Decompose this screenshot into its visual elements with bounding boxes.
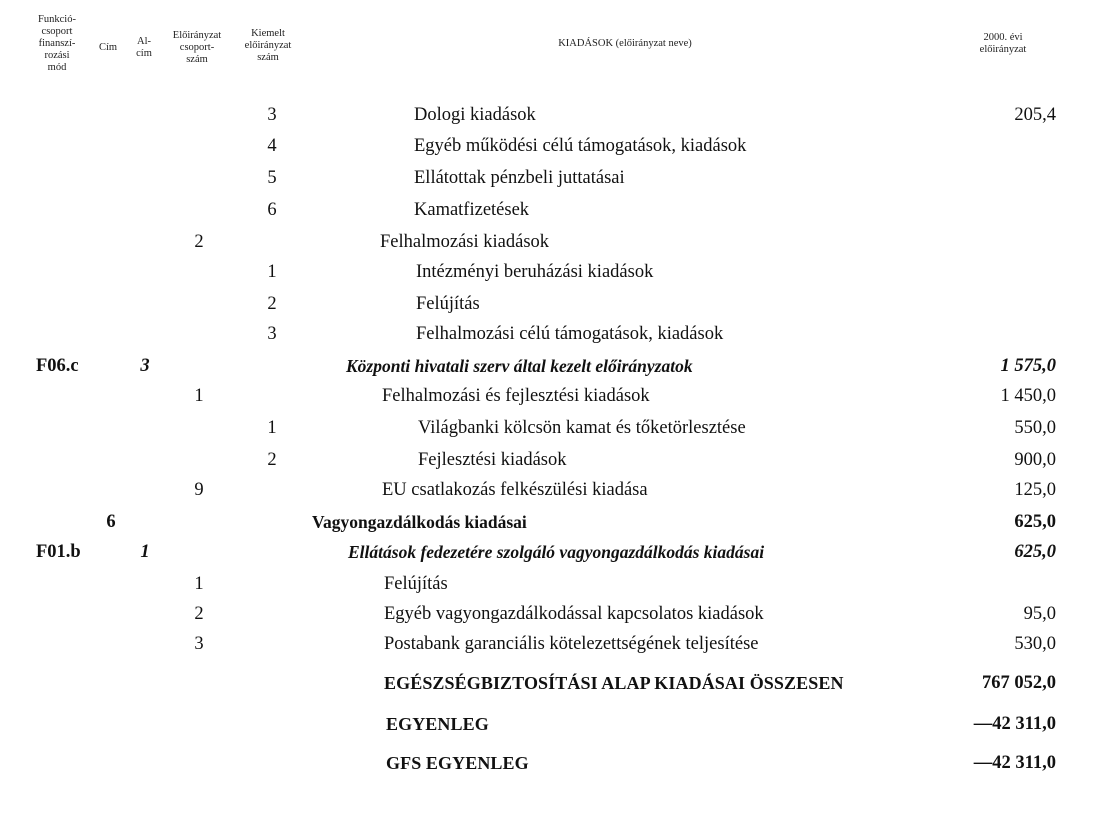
funkcio-code: F06.c bbox=[36, 356, 79, 376]
item-name: Világbanki kölcsön kamat és tőketörlesztése bbox=[418, 418, 746, 438]
header-ev: 2000. évi előirányzat bbox=[979, 32, 1027, 55]
item-name: Vagyongazdálkodás kiadásai bbox=[312, 512, 527, 532]
table-row bbox=[0, 292, 1098, 318]
funkcio-code: F01.b bbox=[36, 542, 81, 562]
header-kiadasok: KIADÁSOK (előirányzat neve) bbox=[558, 38, 692, 49]
table-row bbox=[0, 632, 1098, 658]
item-name: Intézményi beruházási kiadások bbox=[416, 262, 654, 282]
item-name: Központi hivatali szerv által kezelt előirányzatok bbox=[346, 356, 693, 376]
eloiranyzat-number: 1 bbox=[194, 574, 204, 594]
item-name: Felhalmozási és fejlesztési kiadások bbox=[382, 386, 650, 406]
eloiranyzat-number: 2 bbox=[194, 232, 204, 252]
table-row bbox=[0, 354, 1098, 380]
table-row bbox=[0, 416, 1098, 442]
item-name: Postabank garanciális kötelezettségének teljesítése bbox=[384, 634, 759, 654]
kiemelt-number: 2 bbox=[267, 450, 277, 470]
kiemelt-number: 1 bbox=[267, 262, 277, 282]
total-row bbox=[0, 671, 1098, 697]
item-name: Felhalmozási célú támogatások, kiadások bbox=[416, 324, 724, 344]
header-funkcio: Funkció- csoport finanszí- rozási mód bbox=[38, 14, 76, 73]
total-label: EGÉSZSÉGBIZTOSÍTÁSI ALAP KIADÁSAI ÖSSZESEN bbox=[384, 673, 844, 693]
item-amount: 625,0 bbox=[1014, 542, 1056, 562]
table-row bbox=[0, 230, 1098, 256]
item-name: Kamatfizetések bbox=[414, 200, 530, 220]
balance-row bbox=[0, 712, 1098, 738]
kiemelt-number: 5 bbox=[267, 168, 277, 188]
header-cim: Cím bbox=[98, 42, 118, 53]
item-name: Fejlesztési kiadások bbox=[418, 450, 567, 470]
item-name: Felújítás bbox=[384, 574, 448, 594]
eloiranyzat-number: 3 bbox=[194, 634, 204, 654]
item-amount: 1 450,0 bbox=[1000, 386, 1056, 406]
balance-amount: —42 311,0 bbox=[973, 714, 1056, 734]
table-row bbox=[0, 572, 1098, 598]
table-row bbox=[0, 540, 1098, 566]
table-row bbox=[0, 510, 1098, 536]
table-row bbox=[0, 478, 1098, 504]
item-name: Felhalmozási kiadások bbox=[380, 232, 550, 252]
header-kiemelt: Kiemelt előirányzat szám bbox=[244, 28, 292, 63]
item-name: Dologi kiadások bbox=[414, 105, 536, 125]
gfs-balance-amount: —42 311,0 bbox=[973, 753, 1056, 773]
gfs-balance-label: GFS EGYENLEG bbox=[386, 753, 529, 773]
table-row bbox=[0, 384, 1098, 410]
item-amount: 125,0 bbox=[1014, 480, 1056, 500]
balance-label: EGYENLEG bbox=[386, 714, 489, 734]
table-row bbox=[0, 602, 1098, 628]
table-row bbox=[0, 260, 1098, 286]
item-amount: 625,0 bbox=[1014, 512, 1056, 532]
item-amount: 550,0 bbox=[1014, 418, 1056, 438]
item-name: Ellátások fedezetére szolgáló vagyongazdálkodás kiadásai bbox=[348, 542, 765, 562]
table-row bbox=[0, 322, 1098, 348]
table-row bbox=[0, 103, 1098, 129]
kiemelt-number: 2 bbox=[267, 294, 277, 314]
item-amount: 205,4 bbox=[1014, 105, 1056, 125]
table-row bbox=[0, 198, 1098, 224]
eloiranyzat-number: 9 bbox=[194, 480, 204, 500]
kiemelt-number: 1 bbox=[267, 418, 277, 438]
item-name: Egyéb működési célú támogatások, kiadások bbox=[414, 136, 747, 156]
gfs-balance-row bbox=[0, 751, 1098, 777]
header-eloiranyzat-csoport: Előirányzat csoport- szám bbox=[172, 30, 222, 65]
item-name: Felújítás bbox=[416, 294, 480, 314]
kiemelt-number: 3 bbox=[267, 324, 277, 344]
kiemelt-number: 4 bbox=[267, 136, 277, 156]
eloiranyzat-number: 1 bbox=[194, 386, 204, 406]
total-amount: 767 052,0 bbox=[982, 673, 1056, 693]
kiemelt-number: 6 bbox=[267, 200, 277, 220]
cim-number: 6 bbox=[106, 512, 116, 532]
item-name: Egyéb vagyongazdálkodással kapcsolatos kiadások bbox=[384, 604, 764, 624]
item-amount: 900,0 bbox=[1014, 450, 1056, 470]
item-name: EU csatlakozás felkészülési kiadása bbox=[382, 480, 648, 500]
kiemelt-number: 3 bbox=[267, 105, 277, 125]
item-name: Ellátottak pénzbeli juttatásai bbox=[414, 168, 625, 188]
item-amount: 1 575,0 bbox=[1000, 356, 1056, 376]
alcim-number: 3 bbox=[140, 356, 150, 376]
item-amount: 95,0 bbox=[1023, 604, 1056, 624]
alcim-number: 1 bbox=[140, 542, 150, 562]
eloiranyzat-number: 2 bbox=[194, 604, 204, 624]
table-row bbox=[0, 448, 1098, 474]
table-row bbox=[0, 166, 1098, 192]
table-row bbox=[0, 134, 1098, 160]
item-amount: 530,0 bbox=[1014, 634, 1056, 654]
header-alcim: Al- cím bbox=[136, 36, 152, 59]
